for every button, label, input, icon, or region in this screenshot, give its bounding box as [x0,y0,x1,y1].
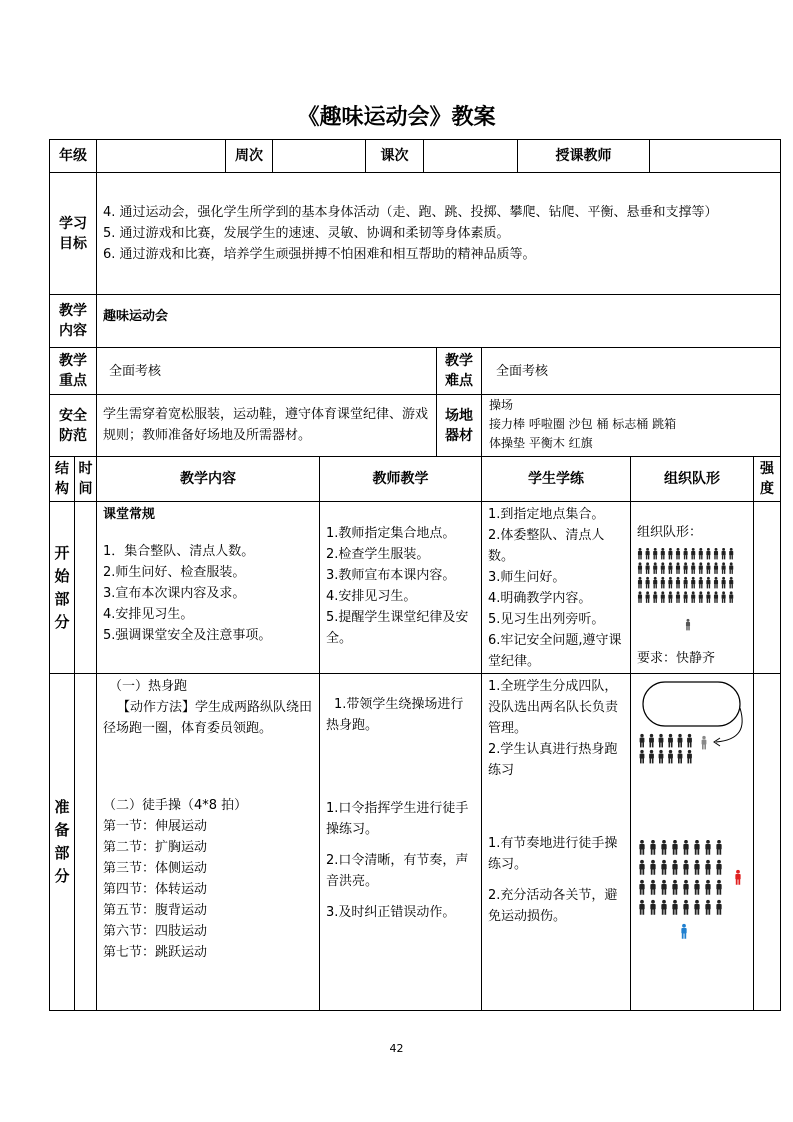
student-figure-icon [684,548,688,559]
student-figure-icon [639,860,644,875]
col-intensity: 强度 [753,456,781,502]
list-item: 第五节：腹背运动 [103,903,208,918]
student-figure-icon [694,860,699,875]
difficulty-label: 教学难点 [436,347,482,395]
student-figure-icon [672,840,677,855]
student-figure-icon [699,591,703,602]
list-item: 1.教师指定集合地点。 [326,526,456,541]
list-item: 第七节：跳跃运动 [103,945,208,960]
student-figure-icon [661,562,665,573]
student-figure-icon [659,750,664,764]
lesson-value [423,139,518,173]
page-number: 42 [389,1042,404,1055]
assistant-figure-icon [681,924,686,939]
student-figure-icon [705,880,710,895]
student-figure-icon [646,548,650,559]
teacher-label: 授课教师 [517,139,650,173]
warmup-track-diagram [636,678,750,772]
venue-list [481,394,781,457]
col-time: 时间 [74,456,97,502]
difficulty-value: 全面考核 [481,347,781,395]
student-figure-icon [653,548,657,559]
start-content-title: 课堂常规 [103,507,156,522]
student-figure-icon [659,734,664,748]
student-figure-icon [729,548,733,559]
student-figure-icon [653,562,657,573]
student-figure-icon [676,562,680,573]
goals-list [96,172,781,295]
venue-line: 体操垫 平衡木 红旗 [489,436,593,450]
col-student: 学生学练 [481,456,631,502]
student-figure-icon [699,577,703,588]
student-figure-icon [638,591,642,602]
student-figure-icon [638,548,642,559]
list-item: 3.师生问好。 [488,570,566,585]
student-figure-icon [684,577,688,588]
col-teacher: 教师教学 [319,456,482,502]
prep-intensity [753,673,781,1011]
student-figure-icon [691,562,695,573]
student-figure-icon [694,840,699,855]
content-label: 教学内容 [49,294,97,348]
student-figure-icon [646,562,650,573]
student-figure-icon [668,734,673,748]
list-item: 2.学生认真进行热身跑练习 [488,742,618,778]
student-figure-icon [678,734,683,748]
student-figure-icon [661,591,665,602]
warmup-title: （一）热身跑 [109,679,188,694]
student-figure-icon [714,548,718,559]
prep-label: 准备部分 [49,673,75,1011]
list-item: 2.师生问好、检查服装。 [103,565,246,580]
student-figure-icon [668,591,672,602]
list-item: 第四节：体转运动 [103,882,208,897]
formation-requirement: 要求：快静齐 [637,651,716,666]
list-item: 3.教师宣布本课内容。 [326,568,456,583]
student-figure-icon [699,562,703,573]
teacher-figure-icon [686,619,690,630]
student-figure-icon [650,900,655,915]
student-figure-icon [650,860,655,875]
student-figure-icon [668,577,672,588]
student-figure-icon [683,860,688,875]
student-figure-icon [705,840,710,855]
teacher-figure-icon [735,870,740,885]
student-figure-icon [639,840,644,855]
student-figure-icon [706,591,710,602]
safety-value: 学生需穿着宽松服装，运动鞋，遵守体育课堂纪律、游戏规则；教师准备好场地及所需器材。 [96,394,437,457]
lesson-label: 课次 [365,139,424,173]
goals-label: 学习目标 [49,172,97,295]
student-figure-icon [640,734,645,748]
student-figure-icon [687,734,692,748]
goal-item: 6. 通过游戏和比赛，培养学生顽强拼搏不怕困难和相互帮助的精神品质等。 [103,247,536,262]
student-figure-icon [691,577,695,588]
student-figure-icon [706,548,710,559]
student-figure-icon [691,548,695,559]
student-figure-icon [653,591,657,602]
student-figure-icon [722,548,726,559]
student-figure-icon [672,860,677,875]
week-value [272,139,366,173]
student-figure-icon [729,562,733,573]
student-figure-icon [683,900,688,915]
list-item: 2.检查学生服装。 [326,547,430,562]
list-item: 4.安排见习生。 [103,607,194,622]
col-formation: 组织队形 [630,456,754,502]
col-structure: 结构 [49,456,75,502]
student-figure-icon [661,577,665,588]
student-figure-icon [672,900,677,915]
start-student [481,501,631,674]
page-title: 《趣味运动会》教案 [297,104,496,130]
goal-item: 4. 通过运动会，强化学生所学到的基本身体活动（走、跑、跳、投掷、攀爬、钻爬、平衡、悬垂和支撑等） [103,205,718,220]
list-item: 3.及时纠正错误动作。 [326,905,456,920]
student-figure-icon [722,562,726,573]
list-item: 1.口令指挥学生进行徒手操练习。 [326,801,469,837]
student-figure-icon [661,860,666,875]
student-figure-icon [694,900,699,915]
student-figure-icon [638,562,642,573]
student-figure-icon [705,900,710,915]
venue-line: 操场 [489,398,514,412]
list-item: 5.强调课堂安全及注意事项。 [103,628,272,643]
student-figure-icon [640,750,645,764]
student-figure-icon [706,577,710,588]
student-figure-icon [716,840,721,855]
focus-label: 教学重点 [49,347,97,395]
grade-label: 年级 [49,139,97,173]
student-figure-icon [729,591,733,602]
safety-label: 安全防范 [49,394,97,457]
student-figure-icon [729,577,733,588]
student-figure-icon [650,880,655,895]
start-formation-diagram [636,548,746,640]
student-figure-icon [646,591,650,602]
list-item: 1.有节奏地进行徒手操练习。 [488,836,618,872]
student-figure-icon [705,860,710,875]
list-item: 5.见习生出列旁听。 [488,612,605,627]
student-figure-icon [661,900,666,915]
student-figure-icon [661,840,666,855]
goal-item: 5. 通过游戏和比赛，发展学生的速速、灵敏、协调和柔韧等身体素质。 [103,226,510,241]
grade-value [96,139,226,173]
student-figure-icon [639,880,644,895]
student-figure-icon [722,577,726,588]
student-figure-icon [649,734,654,748]
student-figure-icon [683,880,688,895]
student-figure-icon [714,562,718,573]
student-figure-icon [668,750,673,764]
list-item: 第二节：扩胸运动 [103,840,208,855]
list-item: 1.到指定地点集合。 [488,507,605,522]
list-item: 2.充分活动各关节，避免运动损伤。 [488,888,618,924]
leader-figure-icon [702,736,707,750]
list-item: 4.明确教学内容。 [488,591,592,606]
exercise-title: （二）徒手操（4*8 拍） [103,798,248,813]
start-content [96,501,320,674]
start-time [74,501,97,674]
student-figure-icon [649,750,654,764]
list-item: 1．集合整队、清点人数。 [103,544,255,559]
student-figure-icon [676,577,680,588]
student-figure-icon [678,750,683,764]
student-figure-icon [638,577,642,588]
student-figure-icon [722,591,726,602]
student-figure-icon [714,591,718,602]
list-item: 4.安排见习生。 [326,589,417,604]
list-item: 第一节：伸展运动 [103,819,208,834]
student-figure-icon [716,880,721,895]
list-item: 2.口令清晰，有节奏，声音洪亮。 [326,853,469,889]
list-item: 6.牢记安全问题,遵守课堂纪律。 [488,633,622,669]
student-figure-icon [672,880,677,895]
student-figure-icon [716,860,721,875]
list-item: 1.带领学生绕操场进行热身跑。 [326,697,464,733]
list-item: 5.提醒学生课堂纪律及安全。 [326,610,469,646]
prep-student [481,673,631,1011]
student-figure-icon [716,900,721,915]
prep-content [96,673,320,1011]
student-figure-icon [676,591,680,602]
start-intensity [753,501,781,674]
teacher-value [649,139,781,173]
student-figure-icon [684,562,688,573]
student-figure-icon [684,591,688,602]
formation-title: 组织队形： [637,525,703,540]
week-label: 周次 [225,139,273,173]
venue-line: 接力棒 呼啦圈 沙包 桶 标志桶 跳箱 [489,417,677,431]
student-figure-icon [699,548,703,559]
student-figure-icon [676,548,680,559]
content-value: 趣味运动会 [96,294,781,348]
student-figure-icon [714,577,718,588]
student-figure-icon [694,880,699,895]
list-item: 第六节：四肢运动 [103,924,208,939]
prep-time [74,673,97,1011]
student-figure-icon [687,750,692,764]
warmup-desc: 【动作方法】学生成两路纵队绕田径场跑一圈，体育委员领跑。 [103,700,313,736]
list-item: 第三节：体侧运动 [103,861,208,876]
student-figure-icon [668,548,672,559]
student-figure-icon [706,562,710,573]
student-figure-icon [661,548,665,559]
student-figure-icon [683,840,688,855]
exercise-formation-diagram [636,840,748,944]
student-figure-icon [639,900,644,915]
prep-teacher [319,673,482,1011]
start-teacher [319,501,482,674]
start-label: 开始部分 [49,501,75,674]
col-content: 教学内容 [96,456,320,502]
student-figure-icon [646,577,650,588]
list-item: 3.宣布本次课内容及求。 [103,586,246,601]
student-figure-icon [661,880,666,895]
student-figure-icon [653,577,657,588]
student-figure-icon [668,562,672,573]
focus-value: 全面考核 [96,347,437,395]
list-item: 2.体委整队、清点人数。 [488,528,605,564]
student-figure-icon [650,840,655,855]
list-item: 1.全班学生分成四队，没队选出两名队长负责管理。 [488,679,619,736]
student-figure-icon [691,591,695,602]
venue-label: 场地器材 [436,394,482,457]
